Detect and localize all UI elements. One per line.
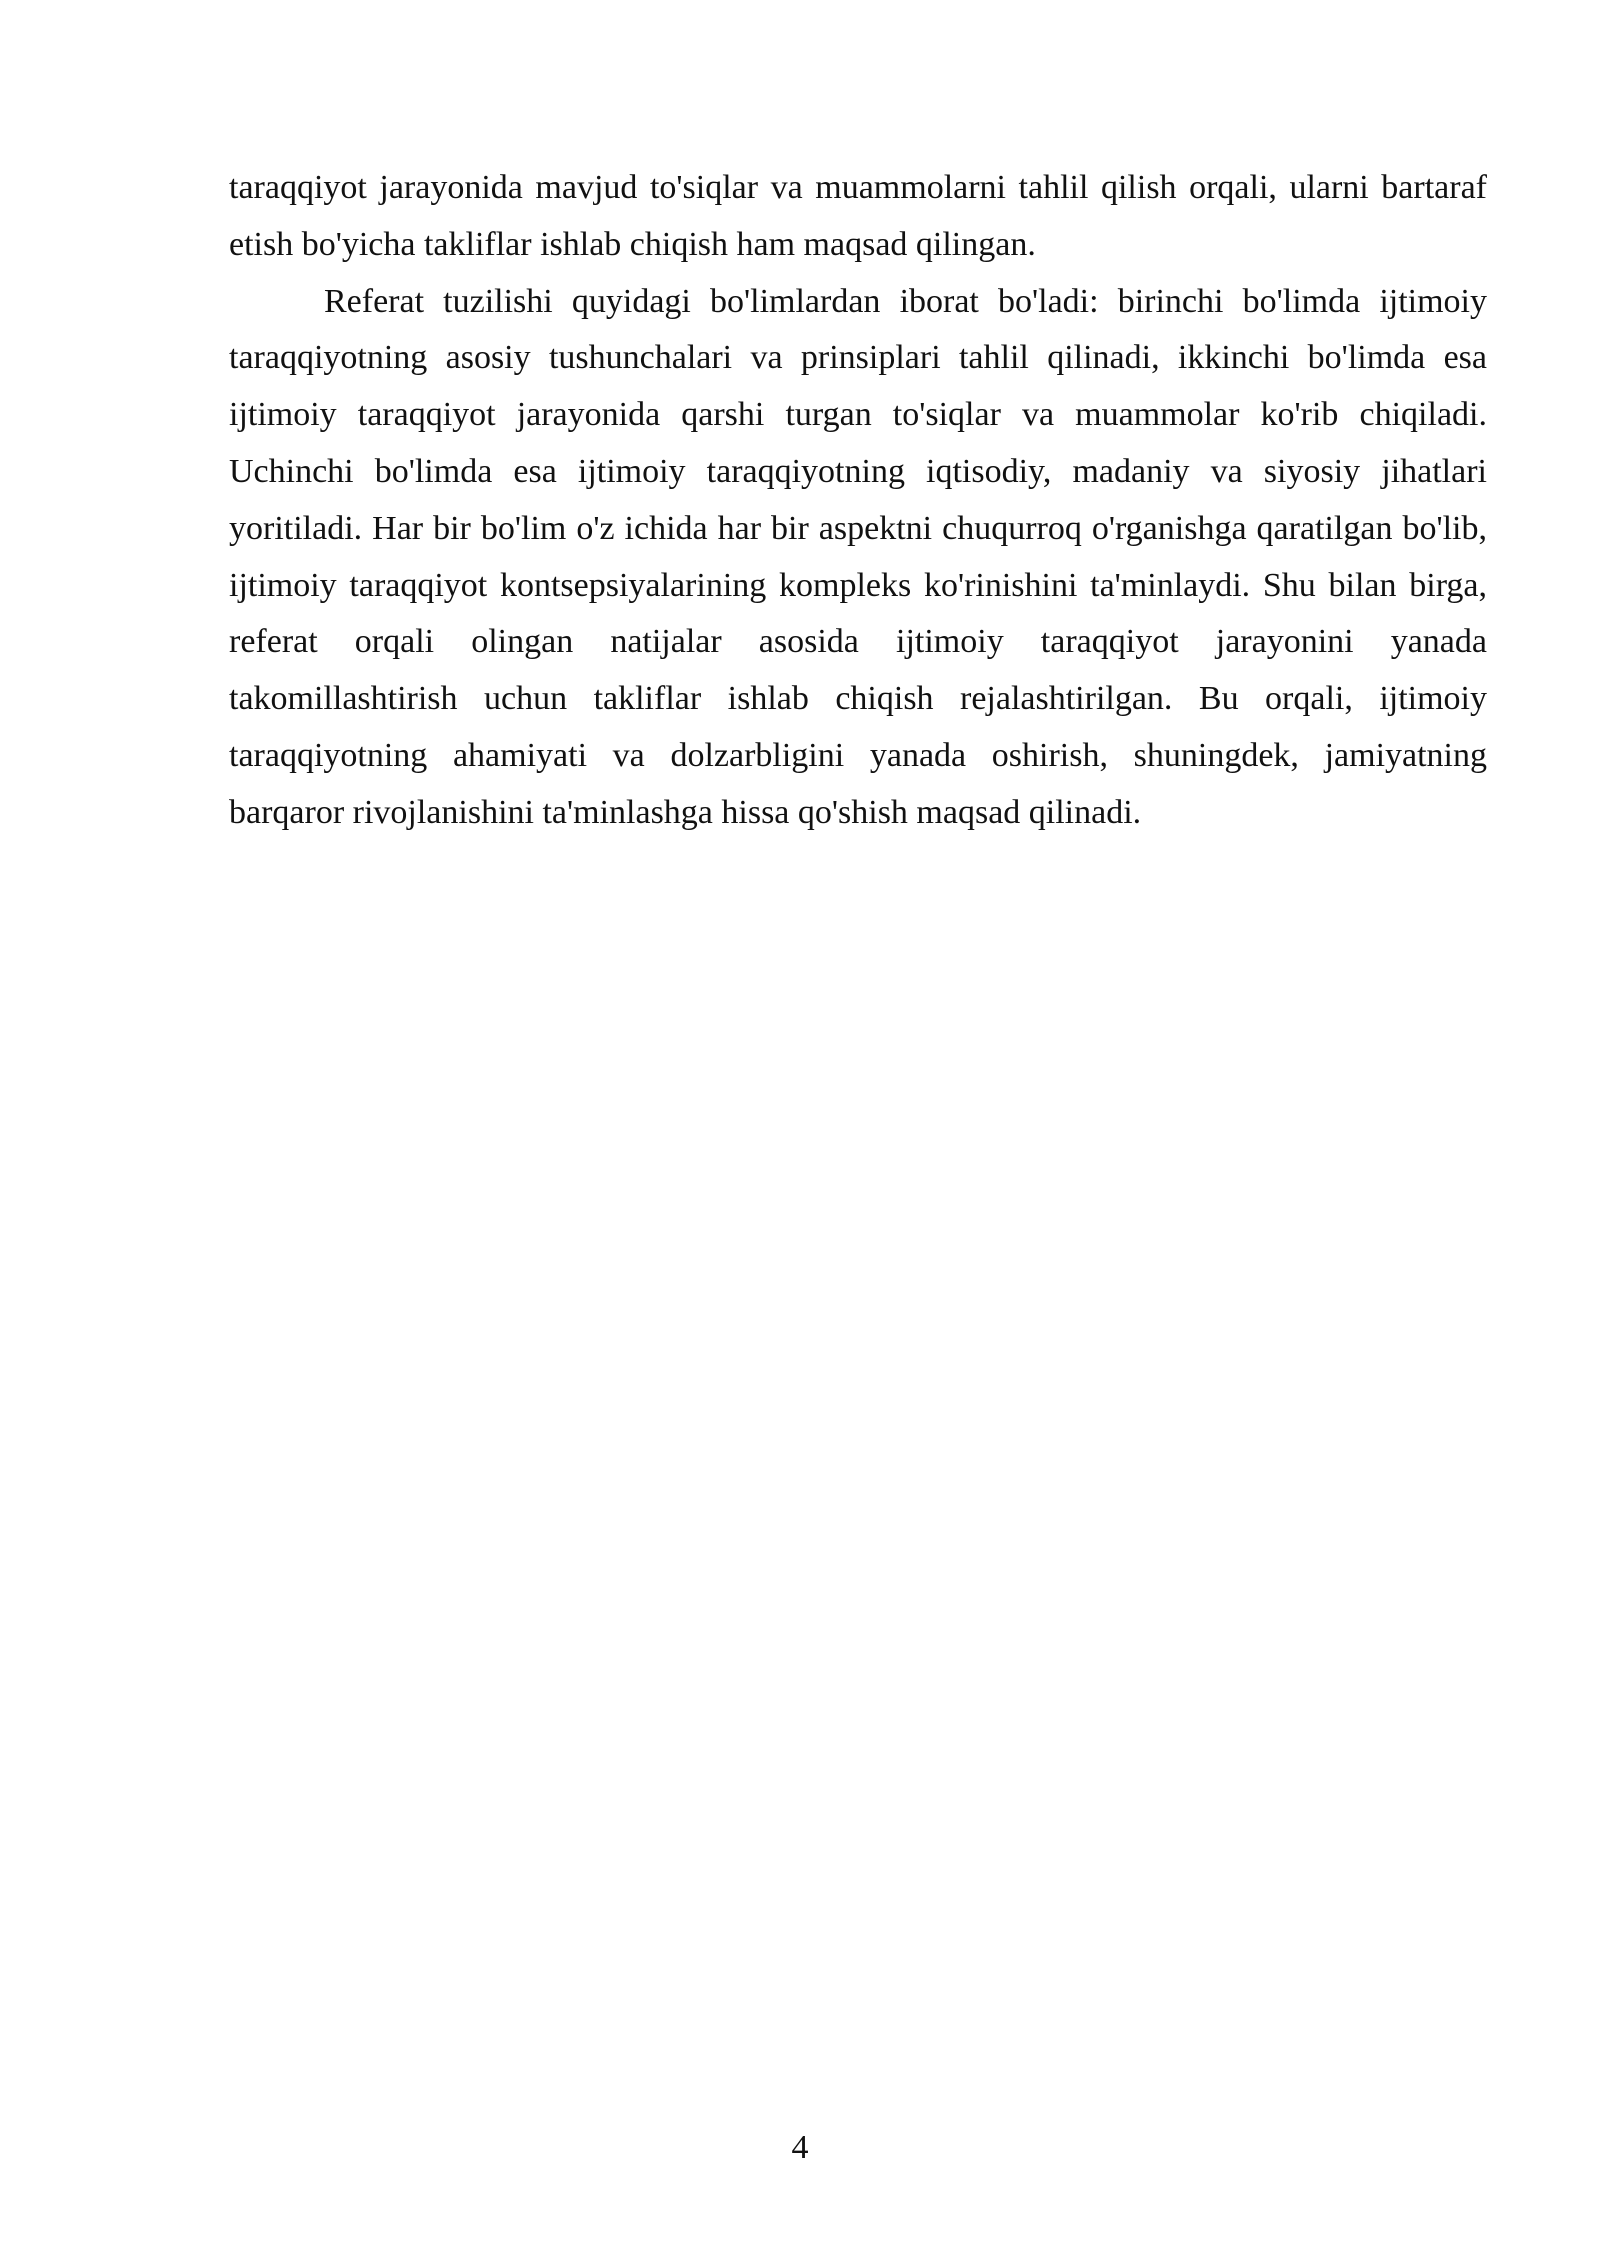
page-number: 4 — [791, 2129, 809, 2166]
paragraph-report-structure: Referat tuzilishi quyidagi bo'limlardan iborat bo'ladi: birinchi bo'limda ijtimoiy taraqqiyotning asosiy tushunchalari va prinsiplari tahlil qilinadi, ikkinchi bo'limda esa ijtimoiy taraqqiyot jarayonida qarshi turgan to'siqlar va muammolar ko'rib chiqiladi. Uchinchi bo'limda esa ijtimoiy taraqqiyotning iqtisodiy, madaniy va siyosiy jihatlari yoritiladi. Har bir bo'lim o'z ichida har bir aspektni chuqurroq o'rganishga qaratilgan bo'lib, ijtimoiy taraqqiyot kontsepsiyalarining kompleks ko'rinishini ta'minlaydi. Shu bilan birga, referat orqali olingan natijalar asosida ijtimoiy taraqqiyot jarayonini yanada takomillashtirish uchun takliflar ishlab chiqish rejalashtirilgan. Bu orqali, ijtimoiy taraqqiyotning ahamiyati va dolzarbligini yanada oshirish, shuningdek, jamiyatning barqaror rivojlanishini ta'minlashga hissa qo'shish maqsad qilinadi. — [229, 282, 1487, 831]
page-body-text — [229, 160, 1487, 842]
paragraph-continued: taraqqiyot jarayonida mavjud to'siqlar va muammolarni tahlil qilish orqali, ularni bartaraf etish bo'yicha takliflar ishlab chiqish ham maqsad qilingan. — [229, 169, 1487, 263]
